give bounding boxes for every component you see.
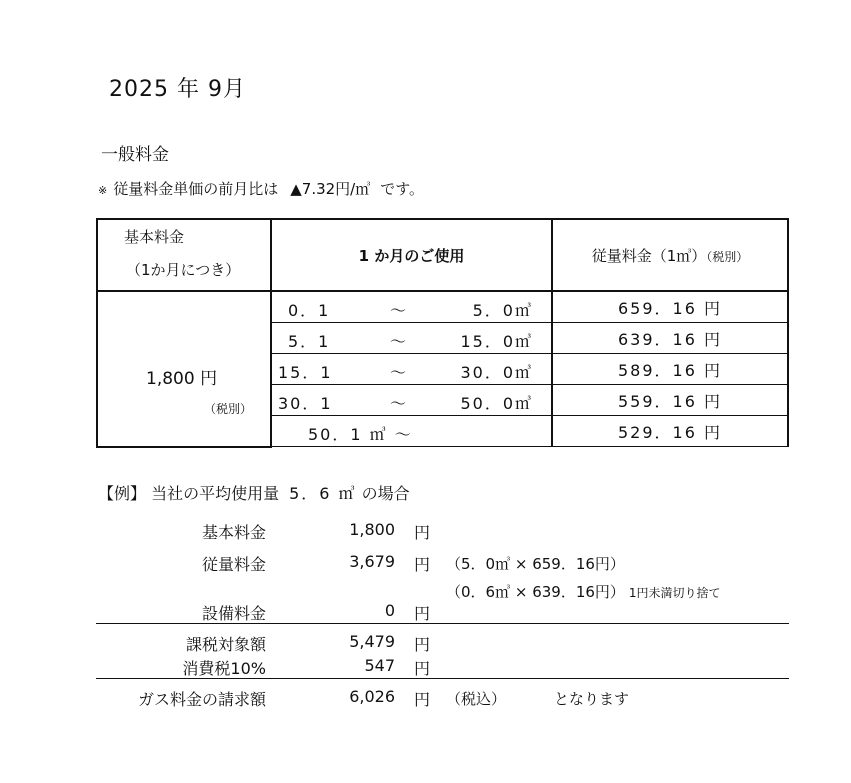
header-usage: 1 か月のご使用: [271, 219, 552, 291]
section-title: 一般料金: [101, 145, 169, 165]
header-unit-price: [552, 219, 788, 291]
calc-label: ガス料金の請求額: [137, 690, 266, 709]
calc-yen: 円: [414, 523, 431, 542]
example-title-suffix: の場合: [361, 484, 410, 503]
calc-value: 0: [384, 601, 395, 620]
price-table: [96, 218, 789, 448]
note-mark: ※: [98, 184, 108, 197]
unit-price: 559．16 円: [552, 385, 788, 416]
unit-price: 589．16 円: [552, 354, 788, 385]
base-fee-tax-note: （税別）: [204, 402, 253, 416]
calc-comment-text: （0．6㎥ × 639．16円）: [446, 583, 625, 601]
usage-range: [271, 385, 552, 416]
example-title-text: 【例】 当社の平均使用量: [98, 484, 280, 503]
range-to: 15．0㎥: [460, 332, 533, 351]
base-fee-cell: [97, 291, 271, 447]
calc-value: 5,479: [349, 632, 395, 651]
usage-range: [271, 291, 552, 323]
calc-value: 1,800: [349, 520, 395, 539]
calc-yen: 円: [414, 635, 431, 654]
calc-label: 消費税10%: [182, 659, 266, 678]
table-row: [97, 291, 788, 323]
range-from: 30．1: [278, 394, 333, 413]
header-base-fee: [97, 219, 271, 291]
usage-range: [271, 323, 552, 354]
calc-comment: （5．0㎥ × 659．16円）: [446, 555, 625, 573]
range-tilde: ～: [390, 363, 409, 382]
range-from: 15．1: [278, 363, 333, 382]
header-unit-price-tax: （税別）: [706, 249, 749, 264]
calc-yen: 円: [414, 659, 431, 678]
note-rate: ▲7.32円/㎥: [290, 180, 371, 198]
calc-value: 6,026: [349, 687, 395, 706]
divider-line: [96, 623, 789, 624]
range-tilde: ～: [390, 301, 409, 320]
range-to: 50．0㎥: [460, 394, 533, 413]
base-fee-amount: 1,800 円: [146, 369, 218, 389]
range-from: 50．1 ㎥ ～: [308, 425, 413, 444]
price-table-header: [97, 219, 788, 291]
billing-month: 2025 年 9月: [109, 77, 246, 102]
range-to: 30．0㎥: [460, 363, 533, 382]
range-from: 5．1: [288, 332, 331, 351]
example-title: [98, 481, 410, 504]
divider-line: [96, 678, 789, 679]
range-from: 0．1: [288, 301, 331, 320]
unit-price: 529．16 円: [552, 416, 788, 447]
range-to: 5．0㎥: [472, 301, 533, 320]
usage-range: [271, 354, 552, 385]
note-prefix: 従量料金単価の前月比は: [113, 180, 279, 198]
calc-yen: 円: [414, 604, 431, 623]
unit-price: 639．16 円: [552, 323, 788, 354]
note-suffix: です。: [380, 180, 425, 198]
calc-conclusion: となります: [554, 690, 630, 708]
calc-yen: 円: [414, 555, 431, 574]
calc-value: 3,679: [349, 552, 395, 571]
unit-price: 659．16 円: [552, 291, 788, 323]
usage-range: [271, 416, 552, 447]
header-unit-price-label: 従量料金（1㎥）: [591, 246, 707, 265]
range-tilde: ～: [390, 332, 409, 351]
calc-label: 従量料金: [201, 555, 266, 574]
rate-change-note: [98, 178, 424, 199]
range-tilde: ～: [390, 394, 409, 413]
calc-comment: （税込）: [446, 690, 507, 708]
calc-label: 設備料金: [201, 604, 266, 623]
calc-label: 課税対象額: [185, 635, 266, 654]
header-base-fee-sub: （1か月につき）: [126, 261, 241, 279]
calc-comment: [446, 581, 721, 602]
calc-label: 基本料金: [201, 523, 266, 542]
example-amount: 5．6 ㎥: [289, 484, 357, 503]
calc-yen: 円: [414, 690, 431, 709]
rounding-note: 1円未満切り捨て: [628, 586, 721, 600]
header-base-fee-label: 基本料金: [124, 228, 185, 246]
calc-value: 547: [364, 656, 395, 675]
